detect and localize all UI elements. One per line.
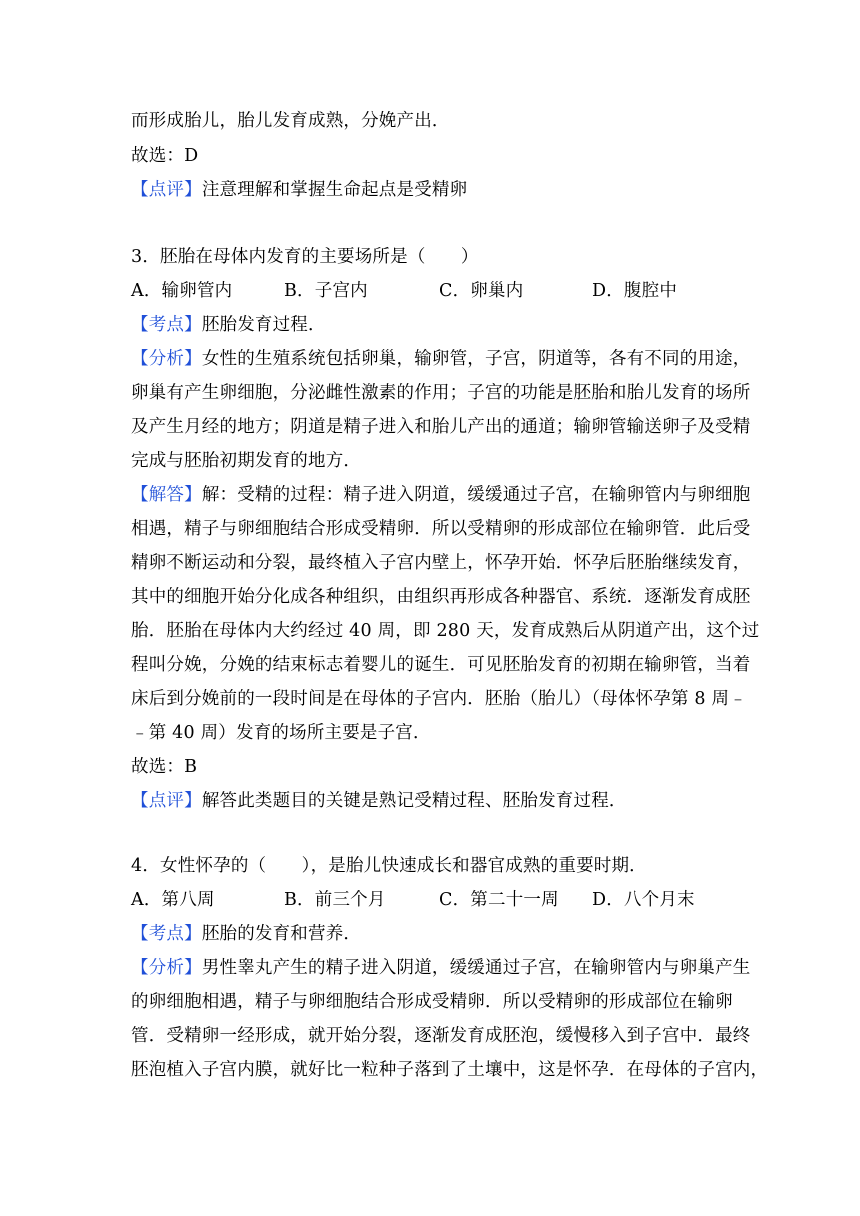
fenxi-tag: 【分析】 <box>131 349 202 369</box>
q4-fenxi-line-2: 的卵细胞相遇，精子与卵细胞结合形成受精卵．所以受精卵的形成部位在输卵 <box>131 992 733 1012</box>
q3-jieda-line-8: ﹣第 40 周）发育的场所主要是子宫． <box>131 723 431 743</box>
q3-kaodian <box>131 314 731 336</box>
q3-jieda-line-3: 精卵不断运动和分裂，最终植入子宫内壁上，怀孕开始．怀孕后胚胎继续发育， <box>131 553 751 573</box>
q4-option-c: C．第二十一周 <box>439 890 559 910</box>
kaodian-tag: 【考点】 <box>131 924 202 944</box>
q3-fenxi-line-4: 完成与胚胎初期发育的地方． <box>131 451 362 471</box>
q3-jieda-line-6: 程叫分娩，分娩的结束标志着婴儿的诞生．可见胚胎发育的初期在输卵管，当着 <box>131 655 751 675</box>
kaodian-tag: 【考点】 <box>131 315 202 335</box>
prev-comment <box>131 179 731 201</box>
fenxi-text: 男性睾丸产生的精子进入阴道，缓缓通过子宫，在输卵管内与卵巢产生 <box>201 958 751 978</box>
q3-jieda-line-1 <box>131 484 751 506</box>
comment-text: 注意理解和掌握生命起点是受精卵 <box>201 180 468 200</box>
q3-comment <box>131 790 731 812</box>
jieda-text: 解：受精的过程：精子进入阴道，缓缓通过子宫，在输卵管内与卵细胞 <box>201 485 751 505</box>
jieda-tag: 【解答】 <box>131 485 202 505</box>
q3-fenxi-line-3: 及产生月经的地方；阴道是精子进入和胎儿产出的通道；输卵管输送卵子及受精 <box>131 417 751 437</box>
comment-tag: 【点评】 <box>131 180 202 200</box>
q4-kaodian <box>131 923 731 945</box>
q3-option-d: D．腹腔中 <box>592 281 678 301</box>
q3-answer: 故选：B <box>131 757 198 777</box>
fenxi-tag: 【分析】 <box>131 958 202 978</box>
q4-option-a: A．第八周 <box>131 890 215 910</box>
kaodian-text: 胚胎发育过程． <box>201 315 326 335</box>
q3-option-a: A．输卵管内 <box>131 281 233 301</box>
q3-jieda-line-7: 床后到分娩前的一段时间是在母体的子宫内．胚胎（胎儿）（母体怀孕第 8 周﹣ <box>131 689 747 709</box>
q3-jieda-line-4: 其中的细胞开始分化成各种组织，由组织再形成各种器官、系统．逐渐发育成胚 <box>131 587 751 607</box>
prev-answer: 故选：D <box>131 146 199 166</box>
q4-fenxi-line-3: 管．受精卵一经形成，就开始分裂，逐渐发育成胚泡，缓慢移入到子宫中．最终 <box>131 1026 751 1046</box>
q3-jieda-line-2: 相遇，精子与卵细胞结合形成受精卵．所以受精卵的形成部位在输卵管．此后受 <box>131 519 751 539</box>
q3-option-c: C．卵巢内 <box>439 281 524 301</box>
q3-option-b: B．子宫内 <box>284 281 368 301</box>
q4-option-b: B．前三个月 <box>284 890 386 910</box>
q3-jieda-line-5: 胎．胚胎在母体内大约经过 40 周，即 280 天，发育成熟后从阴道产出，这个过 <box>131 621 760 641</box>
fenxi-text: 女性的生殖系统包括卵巢，输卵管，子宫，阴道等，各有不同的用途， <box>201 349 751 369</box>
kaodian-text: 胚胎的发育和营养． <box>201 924 362 944</box>
prev-tail-text: 而形成胎儿，胎儿发育成熟，分娩产出． <box>131 111 450 131</box>
q3-fenxi-line-1 <box>131 348 751 370</box>
q4-option-d: D．八个月末 <box>592 890 695 910</box>
q4-stem: 4．女性怀孕的（ ），是胎儿快速成长和器官成熟的重要时期． <box>131 856 647 876</box>
comment-tag: 【点评】 <box>131 791 202 811</box>
q3-stem: 3．胚胎在母体内发育的主要场所是（ ） <box>131 247 479 267</box>
q3-fenxi-line-2: 卵巢有产生卵细胞，分泌雌性激素的作用；子宫的功能是胚胎和胎儿发育的场所 <box>131 383 751 403</box>
comment-text: 解答此类题目的关键是熟记受精过程、胚胎发育过程． <box>201 791 627 811</box>
q4-fenxi-line-1 <box>131 957 751 979</box>
q4-fenxi-line-4: 胚泡植入子宫内膜，就好比一粒种子落到了土壤中，这是怀孕．在母体的子宫内， <box>131 1060 769 1080</box>
